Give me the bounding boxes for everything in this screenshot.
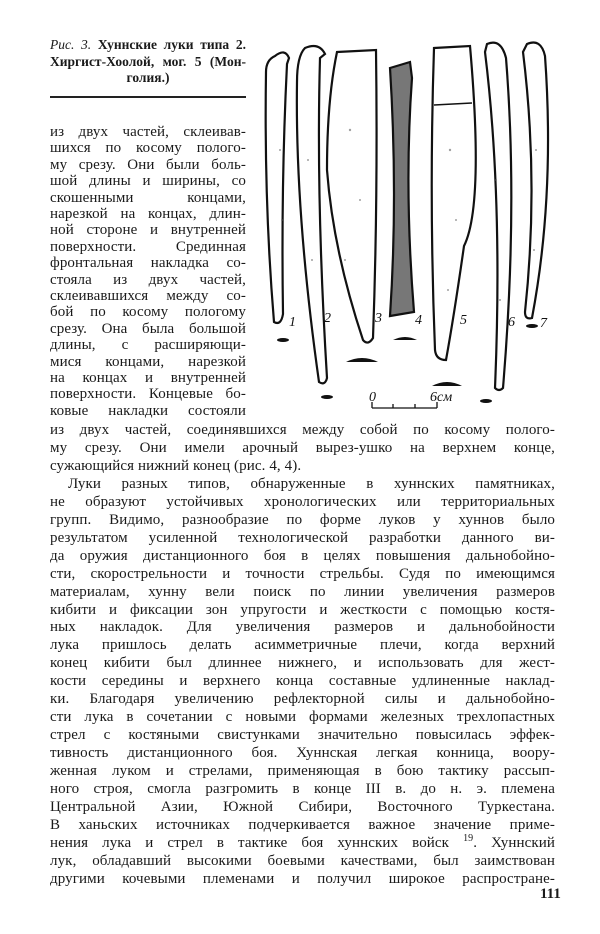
line-text: . Хуннский (473, 834, 555, 851)
column-text-line: нарезкой на концах, длин- (50, 206, 246, 222)
column-text-line: стояла из двух частей, (50, 271, 246, 288)
body-text-line: тивность дистанционного боя. Хуннская легкая конница, воору- (50, 745, 555, 762)
body-text-line: материалам, хунну вели поиск по линии увеличения размеров (50, 583, 555, 600)
column-text-line: ной стороне и внутренней (50, 222, 246, 239)
caption-line: Хиргист-Хоолой, мог. 5 (Мон- (50, 53, 246, 69)
column-text-line: му срезу. Они были боль- (50, 156, 246, 173)
body-text-line: Центральной Азии, Южной Сибири, Восточного Туркестана. (50, 798, 555, 815)
bow-plate-2 (297, 46, 327, 383)
body-text-line: из двух частей, соединявшихся между собой по косому полого- (50, 422, 555, 438)
item-label: 4 (415, 313, 422, 328)
bow-plate-5 (432, 46, 476, 360)
body-text-line: сужающийся нижний конец (рис. 4, 4). (50, 457, 302, 474)
body-text-line: результатом усиленной технологической разработки данного ви- (50, 529, 555, 546)
body-text-line: лук, обладавший высокими боевыми качествами, был заимствован (50, 852, 555, 869)
bow-plate-3 (327, 50, 377, 343)
body-text-line: ных накладок. Для увеличения размеров и дальнобойности (50, 619, 555, 636)
bow-plate-6 (485, 43, 511, 390)
body-text-line: ного строя, смогла разгромить в конце III в. до н. э. племена (50, 781, 555, 797)
body-text-line: да оружия дистанционного боя в целях повышения дальнобойно- (50, 547, 555, 564)
scale-bar (372, 402, 437, 408)
body-text-line: В ханьских источниках подчеркивается важное значение приме- (50, 816, 555, 833)
body-text-line: другими кочевыми племенами и получил широкое распростране- (50, 870, 555, 887)
body-text-line: групп. Видимо, разнообразие по форме луков у хуннов было (50, 511, 555, 528)
bow-plates-figure (258, 36, 568, 416)
column-text-line: срезу. Она была большой (50, 320, 246, 337)
line-text: нения лука и стрел в тактике боя хуннских войск (50, 834, 450, 851)
column-text-line: длины, с расширяющи- (50, 337, 246, 354)
column-text-line: склеивавшихся между со- (50, 288, 246, 304)
column-text-line: бой по косому пологому (50, 304, 246, 321)
column-text-line: из двух частей, склеивав- (50, 124, 246, 140)
column-text-line: поверхности. Срединная (50, 238, 246, 255)
column-text-line: фронтальная накладка со- (50, 255, 246, 272)
body-text-line: стрел с костяными свистунками значительно повысилась эффек- (50, 727, 555, 744)
body-text-line (50, 832, 555, 852)
column-text-line: на концах и внутренней (50, 370, 246, 386)
column-text-line: поверхности. Концевые бо- (50, 386, 246, 403)
bow-plate-7 (523, 43, 548, 319)
body-text-line: кости середины и верхнего конца составные удлиненные наклад- (50, 673, 555, 690)
column-text-line: скошенными концами, (50, 189, 246, 206)
caption-divider (50, 96, 246, 98)
bow-plate-1 (266, 52, 289, 323)
body-text-line: ки. Благодаря увеличению рефлекторной силы и дальнобойно- (50, 691, 555, 708)
item-label: 3 (375, 311, 382, 326)
figure-caption (50, 37, 246, 87)
column-text-line: мися концами, нарезкой (50, 353, 246, 370)
body-text-line: сти, скорострельности и точности стрельбы. Судя по имеющимся (50, 565, 555, 582)
column-text-line: ковые накладки состояли (50, 402, 246, 419)
body-text-line: женная луком и стрелами, применяющая в бою тактику рассып- (50, 763, 555, 780)
item-label: 1 (289, 315, 296, 330)
item-label: 7 (540, 316, 547, 331)
scale-start-label: 0 (369, 390, 376, 405)
footnote-reference: 19 (463, 832, 474, 844)
body-text-line: кибити и фиксации зон упругости и жесткости с помощью костя- (50, 601, 555, 618)
column-text-line: шой длины и ширины, со (50, 173, 246, 190)
body-text-line: не образуют устойчивых хронологических или территориальных (50, 493, 555, 510)
caption-label: Рис. 3. (50, 37, 92, 52)
body-text-line: сти лука в сочетании с новыми формами железных трехлопастных (50, 709, 555, 726)
caption-line: Рис. 3. Хуннские луки типа 2. (50, 37, 246, 52)
body-text-line: Луки разных типов, обнаруженные в хуннских памятниках, (68, 475, 555, 492)
column-text-line: шихся по косому полого- (50, 140, 246, 157)
body-text-line: му срезу. Они имели арочный вырез-ушко на верхнем конце, (50, 439, 555, 456)
item-label: 6 (508, 315, 515, 330)
item-label: 5 (460, 313, 467, 328)
item-label: 2 (324, 311, 331, 326)
body-text-line: лука пришлось делать асимметричные плечи, когда верхний (50, 637, 555, 654)
scale-end-label: 6см (430, 390, 453, 405)
caption-line: голия.) (126, 70, 170, 85)
bow-plate-4 (390, 62, 414, 316)
page-number: 111 (540, 886, 561, 902)
body-text-line: конец кибити был длиннее нижнего, и использовать для жест- (50, 655, 555, 672)
